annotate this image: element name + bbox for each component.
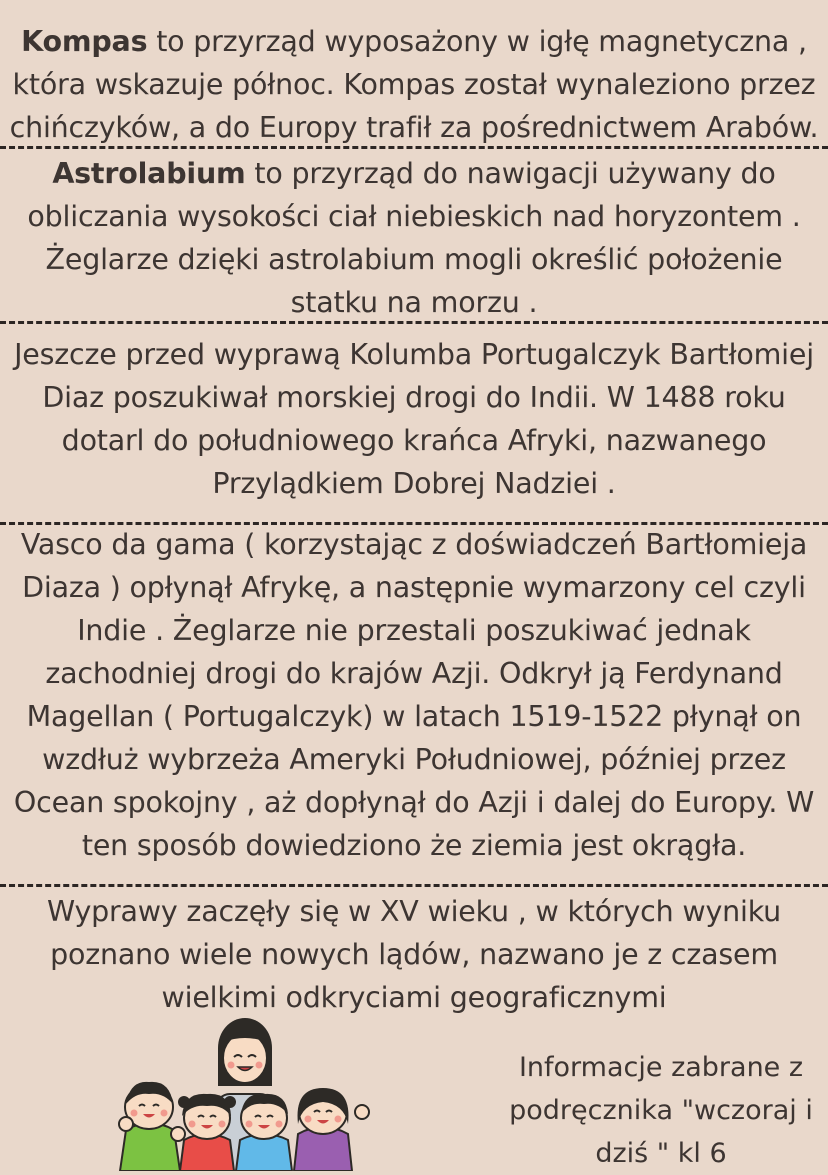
compass-text: to przyrząd wyposażony w igłę magnetyczna , która wskazuje północ. Kompas został wynaleziono przez chińczyków, a do Europy trafił za pośrednictwem Arabów. [9, 25, 819, 144]
child-purple-figure [294, 1088, 369, 1171]
section-divider [0, 884, 828, 887]
child-green-figure [119, 1082, 180, 1171]
compass-paragraph [0, 20, 828, 149]
compass-term: Kompas [21, 25, 148, 58]
source-note: Informacje zabrane z podręcznika "wczoraj i dziś " kl 6 [509, 1052, 813, 1169]
astrolabe-text: to przyrząd do nawigacji używany do obliczania wysokości ciał niebieskich nad horyzontem . Żeglarze dzięki astrolabium mogli określić położenie statku na morzu . [27, 157, 801, 319]
summary-paragraph: Wyprawy zaczęły się w XV wieku , w których wyniku poznano wiele nowych lądów, nazwano je z czasem wielkimi odkryciami geograficznymi [46, 895, 781, 1014]
teacher-with-children-illustration [118, 1012, 388, 1171]
astrolabe-term: Astrolabium [52, 157, 246, 190]
diaz-paragraph: Jeszcze przed wyprawą Kolumba Portugalczyk Bartłomiej Diaz poszukiwał morskiej drogi do Indii. W 1488 roku dotarl do południowego krańca Afryki, nazwanego Przylądkiem Dobrej Nadziei . [14, 338, 814, 500]
astrolabe-paragraph [0, 152, 828, 324]
vasco-da-gama-paragraph: Vasco da gama ( korzystając z doświadczeń Bartłomieja Diaza ) opłynął Afrykę, a następnie wymarzony cel czyli Indie . Żeglarze nie przestali poszukiwać jednak zachodniej drogi do krajów Azji. Odkrył ją Ferdynand Magellan ( Portugalczyk) w latach 1519-1522 płynął on wzdłuż wybrzeża Ameryki Południowej, później przez Ocean spokojny , aż dopłynął do Azji i dalej do Europy. W ten sposób dowiedziono że ziemia jest okrągła. [13, 528, 815, 862]
